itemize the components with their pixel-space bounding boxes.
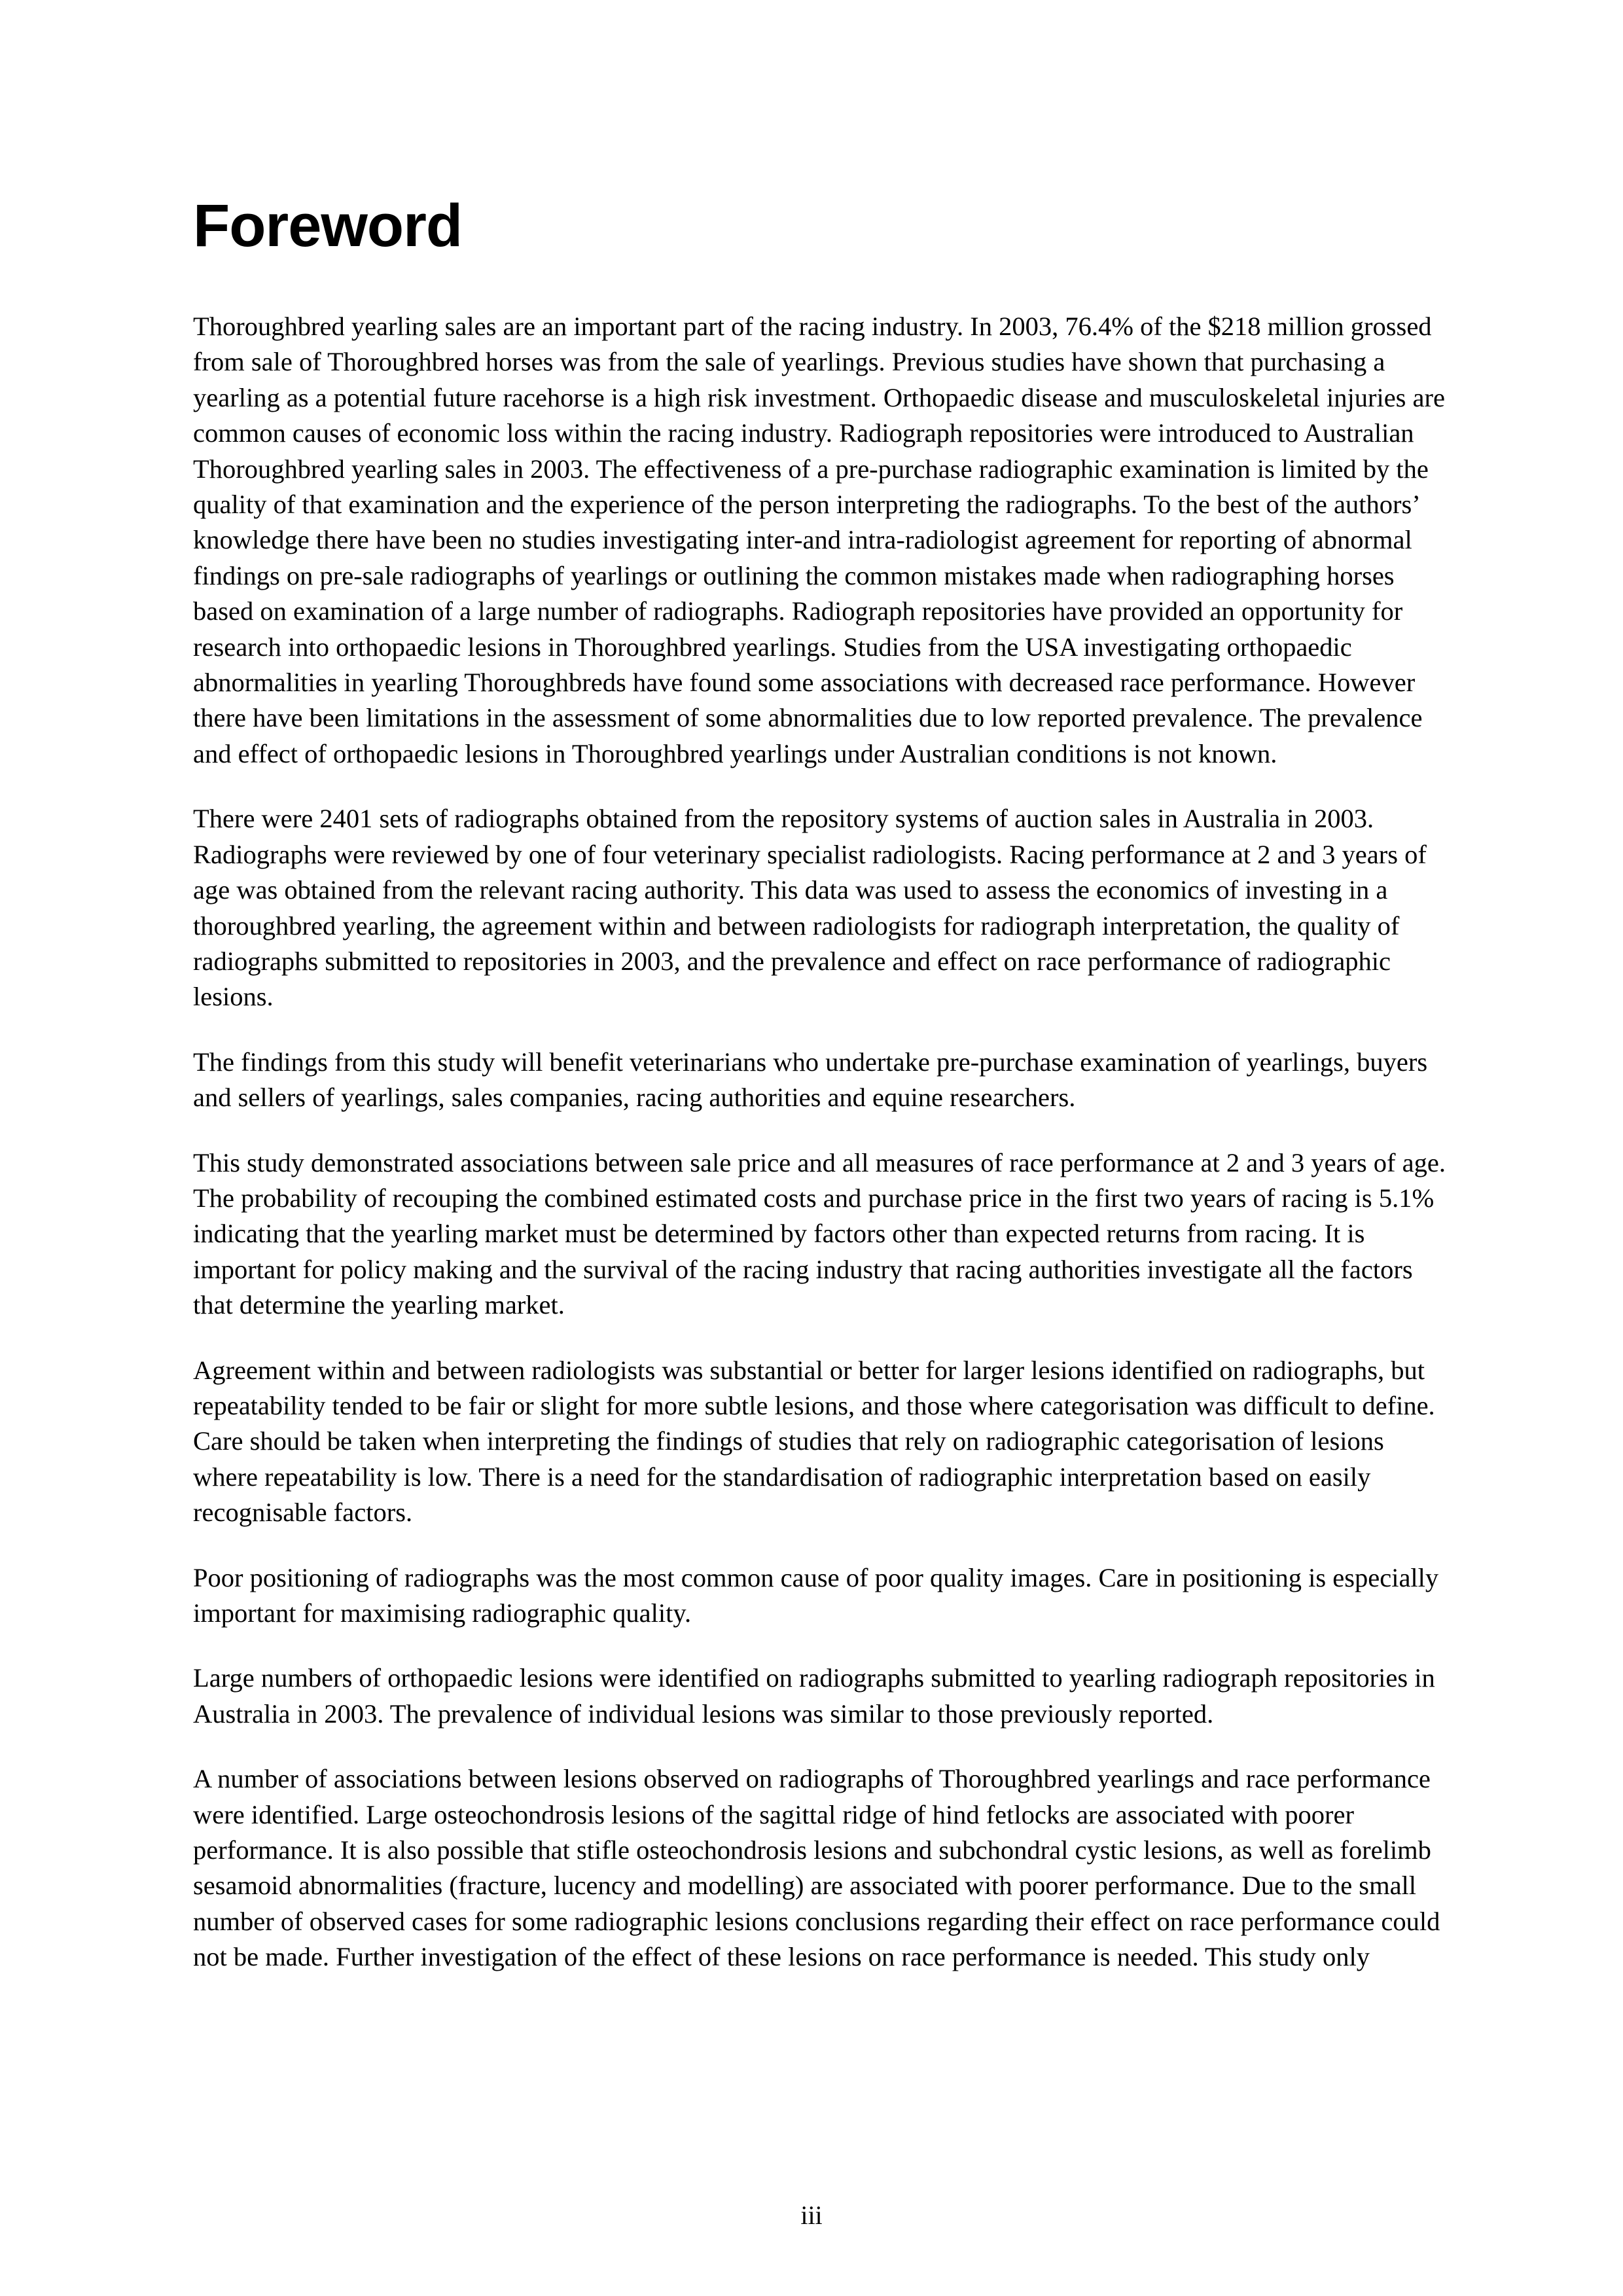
paragraph-7: Large numbers of orthopaedic lesions were identified on radiographs submitted to yearling radiograph repositories in Australia in 2003. The prevalence of individual lesions was similar to those previously reported. [193, 1663, 1435, 1729]
paragraph-2: There were 2401 sets of radiographs obtained from the repository systems of auction sales in Australia in 2003. Radiographs were reviewed by one of four veterinary specialist radiologists. Racing performance at 2 and 3 years of age was obtained from the relevant racing authority. This data was used to assess the economics of investing in a thoroughbred yearling, the agreement within and between radiologists for radiograph interpretation, the quality of radiographs submitted to repositories in 2003, and the prevalence and effect on race performance of radiographic lesions. [193, 804, 1427, 1012]
page-number: iii [800, 2200, 823, 2230]
paragraph-8: A number of associations between lesions observed on radiographs of Thoroughbred yearlings and race performance were identified. Large osteochondrosis lesions of the sagittal ridge of hind fetlocks are associated with poorer performance. It is also possible that stifle osteochondrosis lesions and subchondral cystic lesions, as well as forelimb sesamoid abnormalities (fracture, lucency and modelling) are associated with poorer performance. Due to the small number of observed cases for some radiographic lesions conclusions regarding their effect on race performance could not be made. Further investigation of the effect of these lesions on race performance is needed. This study only [193, 1764, 1440, 1972]
page-heading: Foreword [193, 192, 463, 259]
paragraph-3: The findings from this study will benefit veterinarians who undertake pre-purchase examination of yearlings, buyers and sellers of yearlings, sales companies, racing authorities and equine researchers. [193, 1047, 1428, 1113]
paragraph-5: Agreement within and between radiologists was substantial or better for larger lesions identified on radiographs, but repeatability tended to be fair or slight for more subtle lesions, and those where categorisation was difficult to define. Care should be taken when interpreting the findings of studies that rely on radiographic categorisation of lesions where repeatability is low. There is a need for the standardisation of radiographic interpretation based on easily recognisable factors. [193, 1355, 1435, 1528]
paragraph-1: Thoroughbred yearling sales are an important part of the racing industry. In 2003, 76.4% of the $218 million grossed from sale of Thoroughbred horses was from the sale of yearlings. Previous studies have shown that purchasing a yearling as a potential future racehorse is a high risk investment. Orthopaedic disease and musculoskeletal injuries are common causes of economic loss within the racing industry. Radiograph repositories were introduced to Australian Thoroughbred yearling sales in 2003. The effectiveness of a pre-purchase radiographic examination is limited by the quality of that examination and the experience of the person interpreting the radiographs. To the best of the authors’ knowledge there have been no studies investigating inter-and intra-radiologist agreement for reporting of abnormal findings on pre-sale radiographs of yearlings or outlining the common mistakes made when radiographing horses based on examination of a large number of radiographs. Radiograph repositories have provided an opportunity for research into orthopaedic lesions in Thoroughbred yearlings. Studies from the USA investigating orthopaedic abnormalities in yearling Thoroughbreds have found some associations with decreased race performance. However there have been limitations in the assessment of some abnormalities due to low reported prevalence. The prevalence and effect of orthopaedic lesions in Thoroughbred yearlings under Australian conditions is not known. [193, 312, 1445, 768]
body-text [193, 309, 1453, 2005]
paragraph-6: Poor positioning of radiographs was the most common cause of poor quality images. Care in positioning is especially important for maximising radiographic quality. [193, 1562, 1439, 1628]
paragraph-4: This study demonstrated associations between sale price and all measures of race performance at 2 and 3 years of age. The probability of recouping the combined estimated costs and purchase price in the first two years of racing is 5.1% indicating that the yearling market must be determined by factors other than expected returns from racing. It is important for policy making and the survival of the racing industry that racing authorities investigate all the factors that determine the yearling market. [193, 1147, 1446, 1320]
